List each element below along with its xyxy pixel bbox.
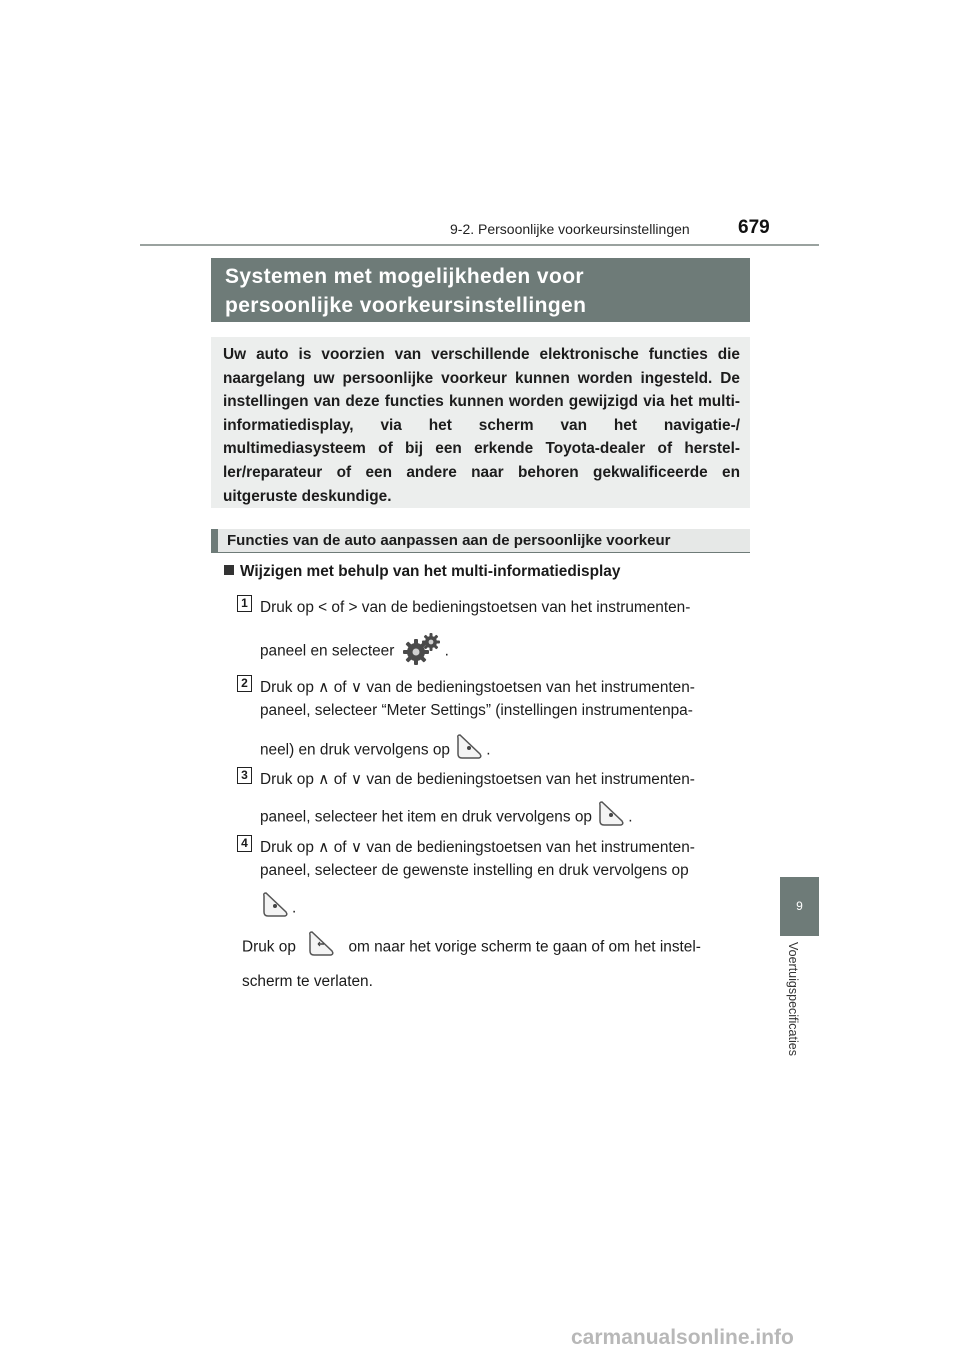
step-3-line-2-end: .: [628, 808, 633, 826]
step-2: [260, 676, 744, 769]
page-number: 679: [738, 217, 770, 238]
page-title-line-1: Systemen met mogelijkheden voor: [225, 265, 585, 288]
header-rule: [140, 244, 819, 246]
gear-icon: [399, 631, 445, 672]
back-button-icon: [306, 929, 338, 966]
enter-button-icon: [596, 799, 628, 836]
step-number-3: 3: [237, 767, 252, 784]
bullet-square-icon: [224, 565, 234, 575]
step-4-line-3-end: .: [292, 899, 297, 917]
sub-heading: Functies van de auto aanpassen aan de persoonlijke voorkeur: [211, 529, 750, 553]
step-number-4: 4: [237, 835, 252, 852]
chapter-tab: 9: [780, 877, 819, 936]
bullet-heading-text: Wijzigen met behulp van het multi-informatiedisplay: [240, 563, 621, 580]
step-2-line-2: paneel, selecteer “Meter Settings” (instellingen instrumentenpa-: [260, 702, 693, 719]
chapter-label: [786, 942, 806, 1082]
enter-button-icon: [260, 890, 292, 927]
closing-text-2: om naar het vorige scherm te gaan of om het instel-: [348, 938, 701, 956]
step-2-line-3-text: neel) en druk vervolgens op: [260, 741, 450, 759]
step-4: [260, 836, 744, 927]
step-3-line-2: [260, 799, 744, 836]
closing-text-1: Druk op: [242, 938, 296, 956]
bullet-heading: [224, 563, 620, 581]
step-number-1: 1: [237, 595, 252, 612]
step-3-line-2-text: paneel, selecteer het item en druk vervolgens op: [260, 808, 592, 826]
step-3-line-1: Druk op ∧ of ∨ van de bedieningstoetsen van het instrumenten-: [260, 771, 695, 788]
closing-paragraph: [242, 929, 744, 993]
step-1-line-2-text: paneel en selecteer: [260, 642, 395, 660]
step-number-2: 2: [237, 675, 252, 692]
step-4-line-3: [260, 890, 744, 927]
step-4-line-1: Druk op ∧ of ∨ van de bedieningstoetsen van het instrumenten-: [260, 839, 695, 856]
step-2-line-1: Druk op ∧ of ∨ van de bedieningstoetsen van het instrumenten-: [260, 679, 695, 696]
intro-paragraph: Uw auto is voorzien van verschillende elektronische functies die naargelang uw persoonlijke voorkeur kunnen worden ingesteld. De instellingen van deze functies kunnen worden gewijzigd via het multi-informatiedisplay, via het scherm van het navigatie-/ multimediasysteem of bij een erkende Toyota-dealer of herstel-ler/reparateur of een andere naar behoren gekwalificeerde en uitgeruste deskundige.: [211, 337, 750, 508]
page-title-line-2: persoonlijke voorkeursinstellingen: [225, 294, 587, 317]
step-1-line-2: [260, 631, 744, 672]
closing-line-1: [242, 929, 744, 966]
step-1-line-2-end: .: [444, 642, 449, 660]
step-1-line-1: Druk op < of > van de bedieningstoetsen van het instrumenten-: [260, 599, 691, 616]
step-1: [260, 596, 744, 672]
page-title: [211, 258, 750, 322]
chapter-label-text: Voertuigspecificaties: [786, 942, 800, 1056]
step-2-line-3: [260, 732, 744, 769]
section-header: 9-2. Persoonlijke voorkeursinstellingen: [450, 221, 690, 237]
footer-watermark: carmanualsonline.info: [571, 1326, 794, 1349]
enter-button-icon: [454, 732, 486, 769]
closing-line-2: scherm te verlaten.: [242, 973, 373, 990]
step-2-line-3-end: .: [486, 741, 491, 759]
step-3: [260, 768, 744, 836]
step-4-line-2: paneel, selecteer de gewenste instelling en druk vervolgens op: [260, 862, 689, 879]
